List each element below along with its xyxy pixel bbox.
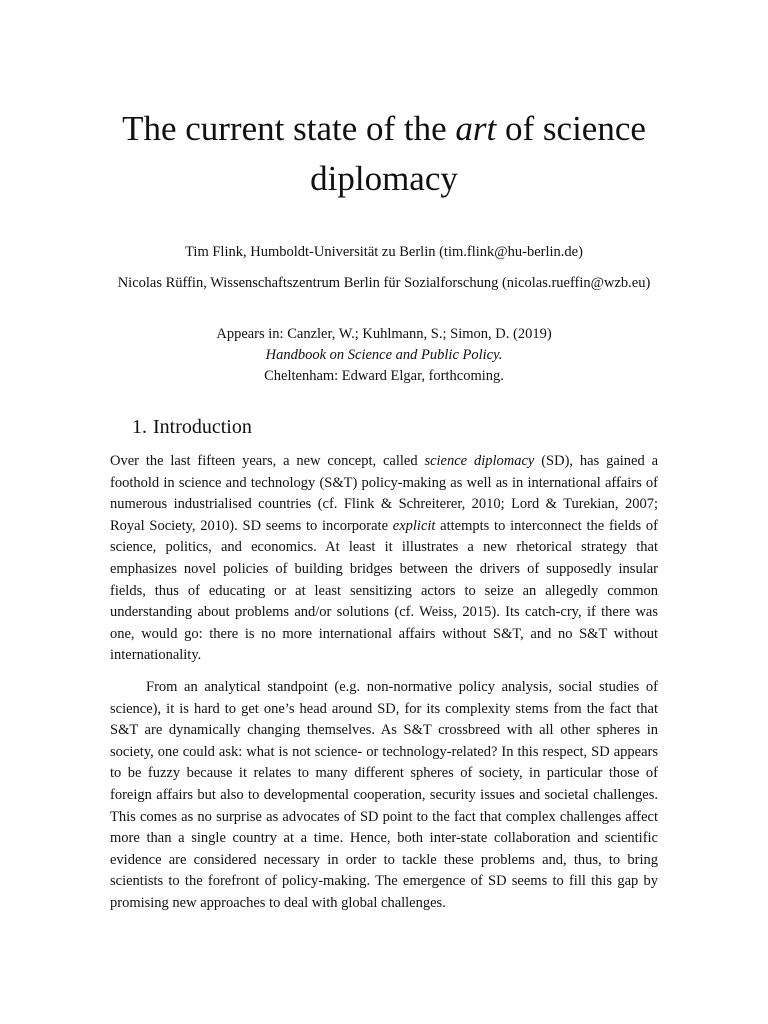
- document-title: [110, 0, 658, 204]
- author-1: Tim Flink, Humboldt-Universität zu Berlin (tim.flink@hu-berlin.de): [185, 244, 583, 260]
- section-number: 1.: [132, 416, 147, 438]
- publication-book: [110, 345, 658, 366]
- paragraph-2: From an analytical standpoint (e.g. non-normative policy analysis, social studies of science), it is hard to get one’s head around SD, for its complexity stems from the fact that S&T are dynamically changing themselves. As S&T crossbreed with all other spheres in society, one could ask: what is not science- or technology-related? In this respect, SD appears to be fuzzy because it relates to many different spheres of society, in particular those of foreign affairs but also to developmental cooperation, security issues and societal challenges. This comes as no surprise as advocates of SD point to the fact that complex challenges affect more than a single country at a time. Hence, both inter-state collaboration and scientific evidence are considered necessary in order to tackle these problems and, thus, to bring scientists to the forefront of policy-making. The emergence of SD seems to fill this gap by promising new approaches to deal with global challenges.: [110, 678, 658, 911]
- title-emphasis: art: [455, 109, 497, 148]
- paragraph-1-part-1: Over the last fifteen years, a new concept, called: [110, 453, 425, 469]
- title-part-1: The current state of the: [122, 109, 456, 148]
- paragraph-1: [110, 451, 658, 667]
- publication-note: [110, 324, 658, 387]
- title-part-2: of science diplomacy: [310, 109, 646, 198]
- author-block: [110, 242, 658, 294]
- publication-book-title: Handbook on Science and Public Policy.: [265, 347, 503, 363]
- paragraph-1-part-3: attempts to interconnect the fields of science, politics, and economics. At least it illustrates a new rhetorical strategy that emphasizes novel policies of building bridges between the drivers of supposedly insular fields, thus of educating or at least sensitizing actors to seize an allegedly common understanding about problems and/or solutions (cf. Weiss, 2015). Its catch-cry, if there was one, would go: there is no more international affairs without S&T, and no S&T without internationality.: [110, 517, 658, 664]
- paragraph-1-term-explicit: explicit: [392, 517, 436, 534]
- section-title: Introduction: [153, 416, 252, 438]
- paragraph-1-term-sd: science diplomacy: [424, 453, 535, 469]
- publication-editors: Appears in: Canzler, W.; Kuhlmann, S.; Simon, D. (2019): [216, 326, 552, 342]
- author-2: Nicolas Rüffin, Wissenschaftszentrum Berlin für Sozialforschung (nicolas.rueffin@wzb.eu): [117, 275, 651, 291]
- body-text: [110, 451, 658, 914]
- paragraph-1-part-2: (SD), has gained a foothold in science and technology (S&T) policy-making as well as in international affairs of numerous industrialised countries (cf. Flink & Schreiterer, 2010; Lord & Turekian, 2007; Royal Society, 2010). SD seems to incorporate: [110, 453, 659, 534]
- section-heading: [110, 413, 658, 441]
- publication-publisher: Cheltenham: Edward Elgar, forthcoming.: [264, 368, 504, 384]
